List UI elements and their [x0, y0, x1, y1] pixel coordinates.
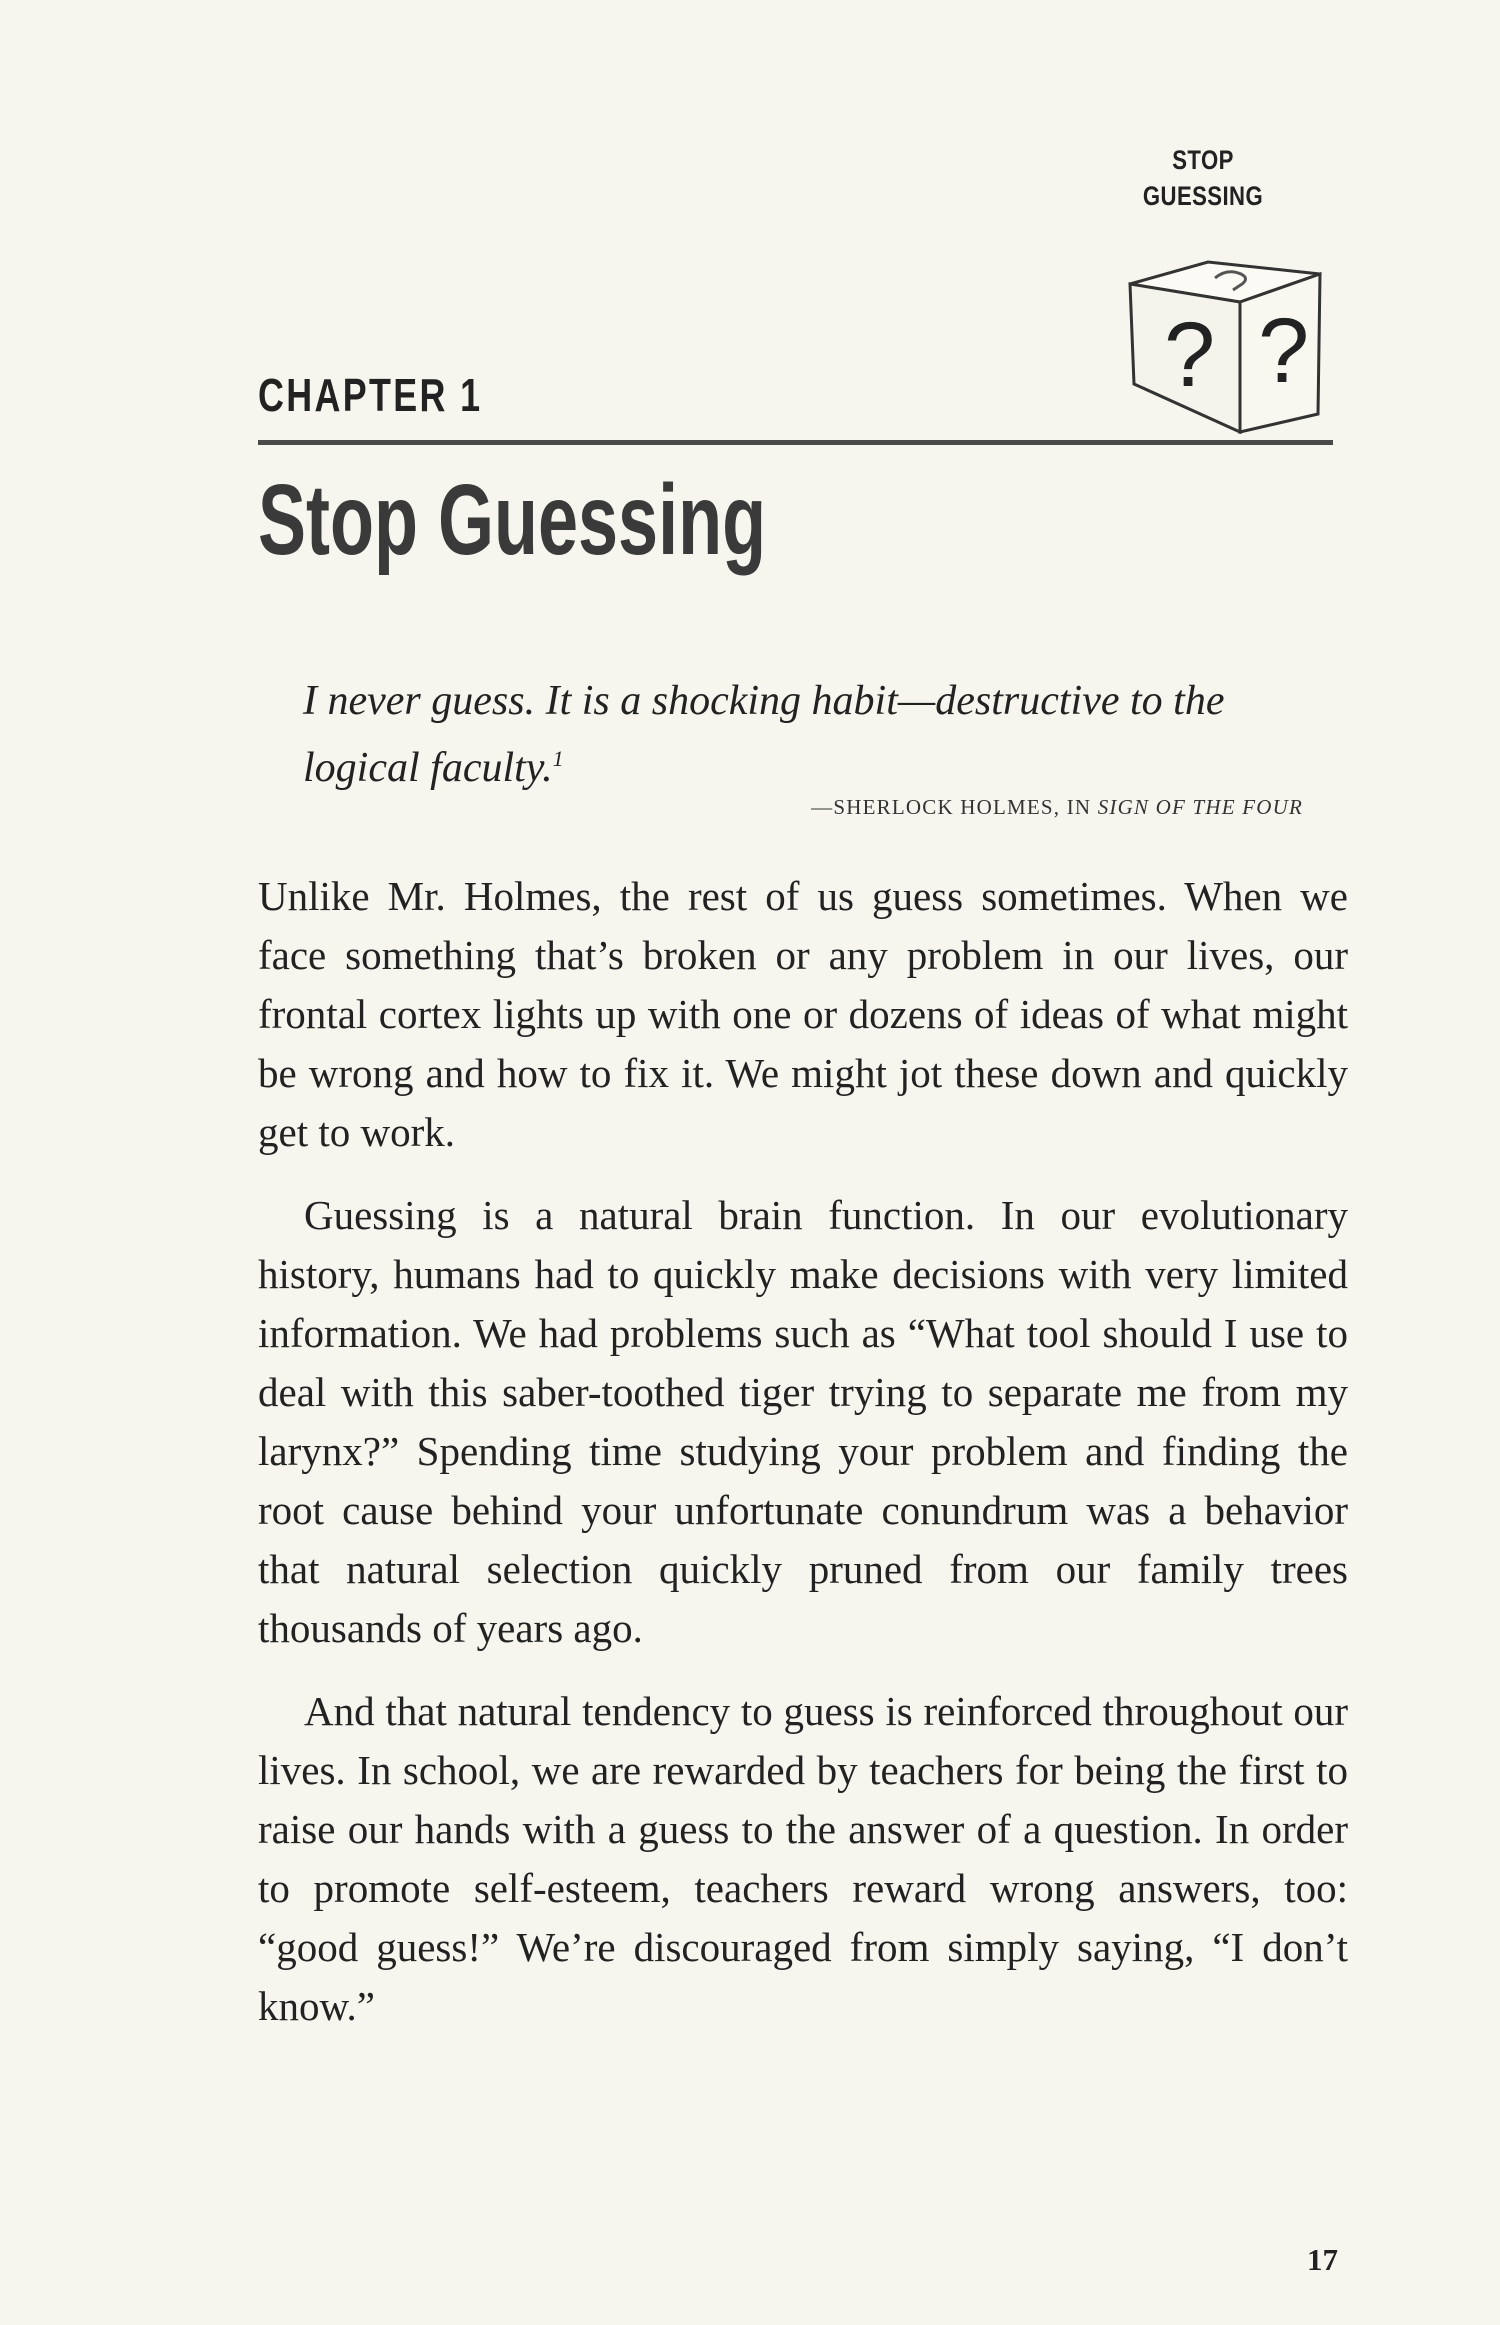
- epigraph-quote: [303, 672, 1303, 797]
- paragraph: Unlike Mr. Holmes, the rest of us guess sometimes. When we face something that’s broken or any problem in our lives, our frontal cortex lights up with one or dozens of ideas of what might be wrong and how to fix it. We might jot these down and quickly get to work.: [258, 873, 1348, 1155]
- section-label-line-2: GUESSING: [1142, 181, 1264, 211]
- footnote-marker: 1: [552, 746, 564, 771]
- epigraph-text: I never guess. It is a shocking habit—destructive to the logical faculty.: [303, 678, 1225, 791]
- body-text: [258, 867, 1348, 2060]
- section-label-line-1: STOP: [1172, 145, 1234, 175]
- page-number: 17: [1307, 2242, 1338, 2277]
- epigraph-attribution: [700, 795, 1303, 820]
- paragraph: And that natural tendency to guess is reinforced throughout our lives. In school, we are rewarded by teachers for being the first to raise our hands with a guess to the answer of a question. In order to promote self-esteem, teachers reward wrong answers, too: “good guess!” We’re discouraged from simply saying, “I don’t know.”: [258, 1688, 1348, 2029]
- dice-right-face-glyph: ?: [1258, 300, 1310, 402]
- chapter-label: CHAPTER 1: [258, 369, 483, 421]
- paragraph: Guessing is a natural brain function. In our evolutionary history, humans had to quickly make decisions with very limited information. We had problems such as “What tool should I use to deal with this saber-toothed tiger trying to separate me from my larynx?” Spending time studying your problem and finding the root cause behind your unfortunate conundrum was a behavior that natural selection quickly pruned from our family trees thousands of years ago.: [258, 1192, 1348, 1651]
- chapter-rule: [258, 440, 1333, 445]
- question-dice-icon: [1120, 244, 1325, 434]
- attribution-book: SIGN OF THE FOUR: [1097, 795, 1303, 819]
- attribution-author: —SHERLOCK HOLMES, IN: [811, 795, 1098, 819]
- dice-left-face-glyph: ?: [1164, 304, 1216, 406]
- chapter-title: Stop Guessing: [258, 464, 767, 576]
- running-section-label: [1133, 142, 1272, 214]
